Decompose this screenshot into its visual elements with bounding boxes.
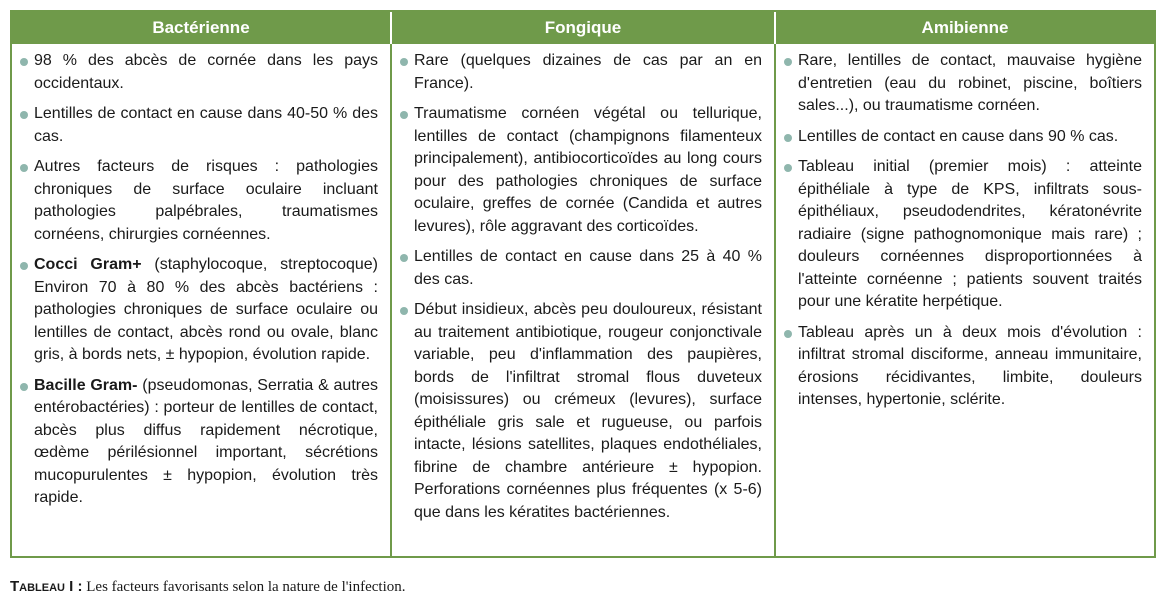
list-item: Rare (quelques dizaines de cas par an en France). <box>398 50 762 95</box>
list-item: Lentilles de contact en cause dans 40-50 % des cas. <box>18 103 378 148</box>
bullet-icon <box>784 58 792 66</box>
infection-factors-table <box>10 10 1156 558</box>
bullet-icon <box>784 330 792 338</box>
caption-text: Les facteurs favorisants selon la nature de l'infection. <box>82 579 406 595</box>
list-item: Début insidieux, abcès peu douloureux, résistant au traitement antibiotique, rougeur conjonctivale variable, peu d'inflammation des paupières, bords de l'infiltrat stromal flous duveteux (moisissures) ou crémeux (levures), surface épithéliale gris sale et rugueuse, ou parfois intacte, lésions satellites, plaques endothéliales, fibrine de chambre antérieure ± hypopion. Perforations cornéennes plus fréquentes (x 5-6) que dans les kératites bactériennes. <box>398 299 762 524</box>
bullet-icon <box>20 262 28 270</box>
bullet-icon <box>20 111 28 119</box>
bullet-icon <box>784 164 792 172</box>
list-item: Cocci Gram+ (staphylocoque, streptocoque) Environ 70 à 80 % des abcès bactériens : pathologies chroniques de surface oculaire ou lentilles de contact, abcès rond ou ovale, blanc gris, à bords nets, ± hypopion, évolution rapide. <box>18 254 378 367</box>
header-amibienne: Amibienne <box>776 12 1154 44</box>
column-bacterienne <box>12 44 392 556</box>
list-item: Traumatisme cornéen végétal ou tellurique, lentilles de contact (champignons filamenteux principalement), antibiocorticoïdes au long cours pour des pathologies chroniques de surface oculaire, greffes de cornée (Candida et autres levures), rôle aggravant des corticoïdes. <box>398 103 762 238</box>
bullet-icon <box>20 58 28 66</box>
list-item: Bacille Gram- (pseudomonas, Serratia & autres entérobactéries) : porteur de lentilles de contact, abcès plus diffus rapidement nécrotique, œdème périlésionnel important, sécrétions mucopurulentes ± hypopion, évolution très rapide. <box>18 375 378 510</box>
bullet-icon <box>400 58 408 66</box>
caption-label: Tableau I : <box>10 578 83 595</box>
list-item: Rare, lentilles de contact, mauvaise hygiène d'entretien (eau du robinet, piscine, boîtiers sales...), ou traumatisme cornéen. <box>782 50 1142 118</box>
list-item: Lentilles de contact en cause dans 25 à 40 % des cas. <box>398 246 762 291</box>
header-bacterienne: Bactérienne <box>12 12 392 44</box>
bullet-icon <box>400 111 408 119</box>
bullet-icon <box>400 254 408 262</box>
list-item: Tableau initial (premier mois) : atteinte épithéliale à type de KPS, infiltrats sous-épithéliaux, pseudodendrites, kératonévrite radiaire (signe pathognomonique mais rare) ; douleurs cornéennes disproportionnées à l'atteinte cornéenne ; patients souvent traités pour une kératite herpétique. <box>782 156 1142 314</box>
column-amibienne <box>776 44 1154 556</box>
bullet-icon <box>20 164 28 172</box>
bullet-icon <box>20 383 28 391</box>
list-item: Lentilles de contact en cause dans 90 % cas. <box>782 126 1142 149</box>
column-fongique <box>392 44 776 556</box>
bullet-icon <box>400 307 408 315</box>
list-item: Tableau après un à deux mois d'évolution : infiltrat stromal disciforme, anneau immunitaire, érosions récidivantes, limbite, douleurs intenses, hypertonie, sclérite. <box>782 322 1142 412</box>
header-fongique: Fongique <box>392 12 776 44</box>
list-item: 98 % des abcès de cornée dans les pays occidentaux. <box>18 50 378 95</box>
bullet-icon <box>784 134 792 142</box>
table-caption <box>10 578 406 596</box>
list-item: Autres facteurs de risques : pathologies chroniques de surface oculaire incluant pathologies palpébrales, traumatismes cornéens, chirurgies cornéennes. <box>18 156 378 246</box>
